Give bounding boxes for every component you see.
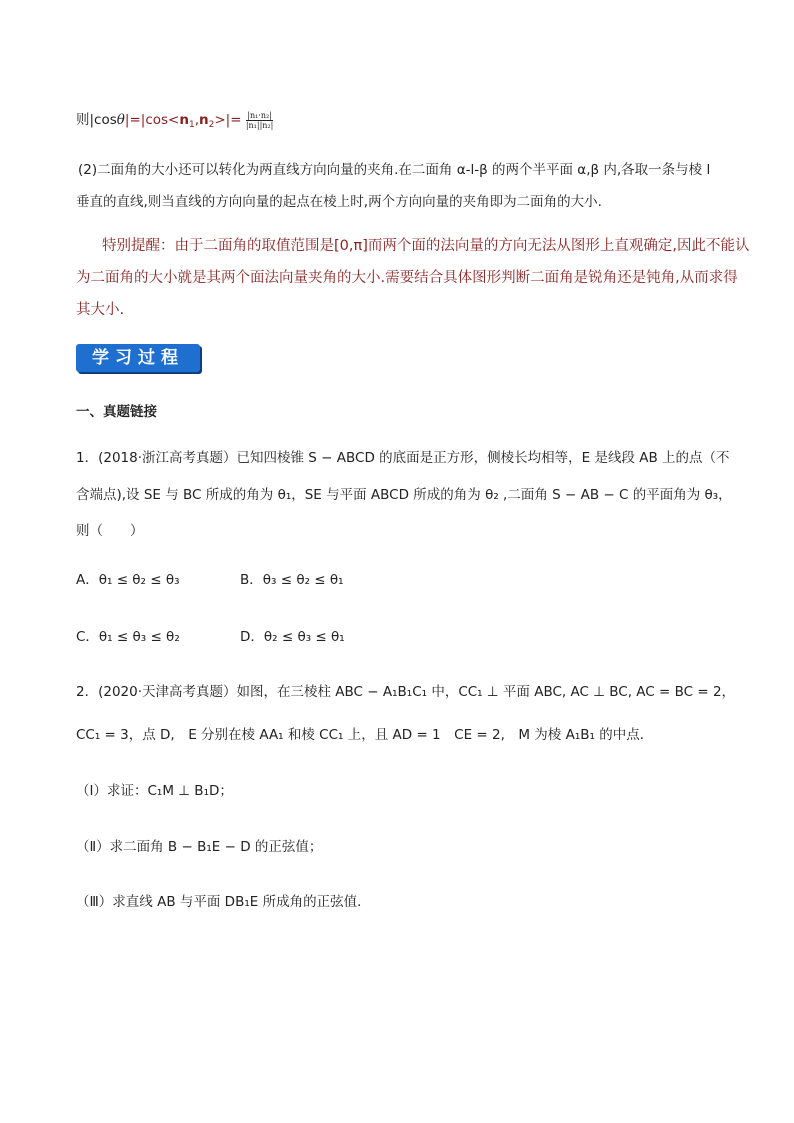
fraction-denominator: |n₁||n₂| — [245, 120, 274, 130]
sub-1: 1 — [188, 120, 195, 130]
q2-line2: CC₁ = 3，点 D, E 分别在棱 AA₁ 和棱 CC₁ 上，且 AD = 1 CE = 2, M 为棱 A₁B₁ 的中点． — [76, 727, 654, 743]
formula-prefix: 则|cos — [76, 112, 117, 128]
formula-end: >|= — [214, 112, 242, 128]
cosine-formula: 则$|\cos\theta|=|\cos<n_1,n_2>|=$ $\frac{\text{|n₁·n₂|}}{\text{|n₁||n₂|}}$ — [76, 110, 274, 130]
theta-symbol: θ — [116, 112, 125, 128]
q2-line1: 2．(2020·天津高考真题）如图，在三棱柱 ABC − A₁B₁C₁ 中，CC₁ ⊥ 平面 ABC, AC ⊥ BC, AC = BC = 2， — [76, 684, 736, 700]
para2-line2: 垂直的直线,则当直线的方向向量的起点在棱上时,两个方向向量的夹角即为二面角的大小. — [76, 194, 602, 210]
q1-option-b: B．θ₃ ≤ θ₂ ≤ θ₁ — [240, 572, 344, 588]
q1-line1: 1．(2018·浙江高考真题）已知四棱锥 S − ABCD 的底面是正方形，侧棱长均相等，E 是线段 AB 上的点（不 — [76, 450, 730, 466]
formula-comma: , — [194, 112, 199, 128]
n-symbol: n — [179, 112, 189, 128]
section-title: 一、真题链接 — [76, 404, 157, 420]
q1-line2: 含端点),设 SE 与 BC 所成的角为 θ₁，SE 与平面 ABCD 所成的角为 θ₂ ,二面角 S − AB − C 的平面角为 θ₃， — [76, 487, 732, 503]
q1-option-c: C．θ₁ ≤ θ₃ ≤ θ₂ — [76, 629, 180, 645]
q2-part3: （Ⅲ）求直线 AB 与平面 DB₁E 所成角的正弦值． — [76, 894, 371, 910]
tip-line3: 其大小. — [76, 302, 125, 318]
learning-process-heading: 学习过程 — [76, 344, 200, 372]
tip-line1: 特别提醒：由于二面角的取值范围是[0,π]而两个面的法向量的方向无法从图形上直观确定,因此不能认 — [102, 238, 750, 254]
q2-part2: （Ⅱ）求二面角 B − B₁E − D 的正弦值； — [76, 839, 323, 855]
fraction-numerator: |n₁·n₂| — [247, 110, 272, 120]
normal-vector-fraction — [246, 111, 274, 130]
tip-line2: 为二面角的大小就是其两个面法向量夹角的大小.需要结合具体图形判断二面角是锐角还是钝角,从而求得 — [76, 270, 738, 286]
q1-line3: 则（ ） — [76, 523, 144, 539]
para2-line1: (2)二面角的大小还可以转化为两直线方向向量的夹角.在二面角 α-l-β 的两个半平面 α,β 内,各取一条与棱 l — [78, 162, 711, 178]
q1-option-d: D．θ₂ ≤ θ₃ ≤ θ₁ — [240, 629, 345, 645]
sub-2: 2 — [208, 120, 215, 130]
q1-option-a: A．θ₁ ≤ θ₂ ≤ θ₃ — [76, 572, 180, 588]
q2-part1: （Ⅰ）求证：C₁M ⊥ B₁D； — [76, 783, 233, 799]
formula-cos-open: |=|cos< — [124, 112, 180, 128]
